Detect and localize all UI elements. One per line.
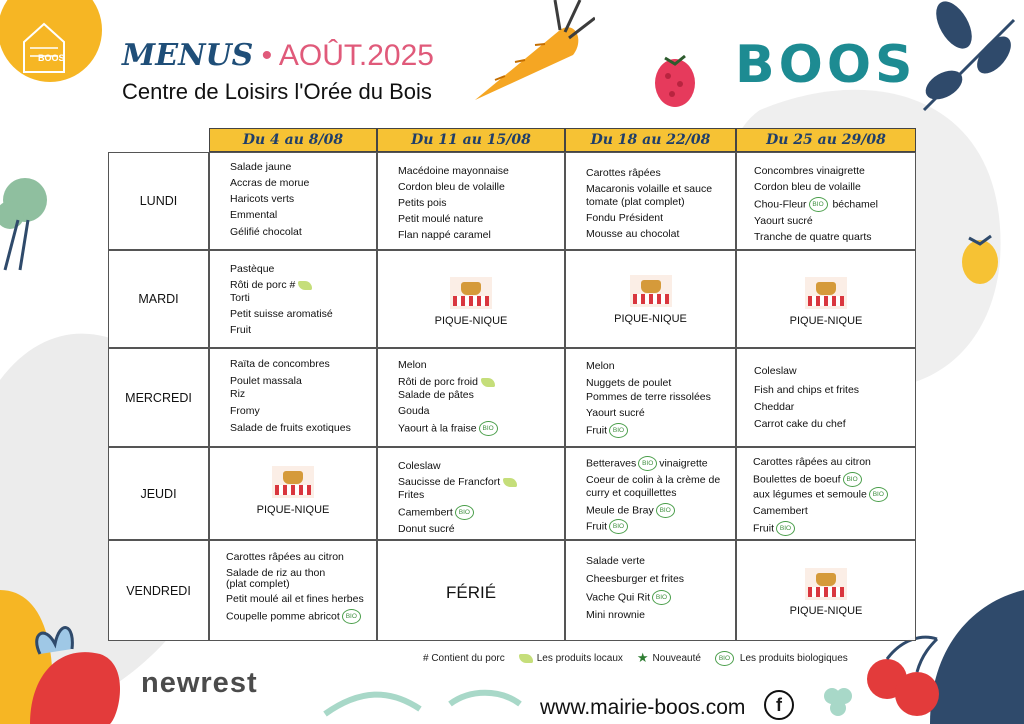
- menu-item-text: Boulettes de boeuf: [753, 473, 841, 486]
- menu-item: [226, 609, 372, 624]
- menu-item: Salade de riz au thon: [226, 567, 326, 579]
- menu-item: Nuggets de poulet: [586, 377, 672, 389]
- menu-item-text: Fruit: [586, 520, 607, 533]
- page-title: [122, 38, 434, 73]
- menu-item: [753, 472, 911, 487]
- menu-cell-jeudi-w2: [377, 447, 565, 540]
- basket-shape: [641, 280, 661, 293]
- menu-item: Haricots verts: [230, 193, 295, 205]
- menu-item: Cordon bleu de volaille: [398, 181, 505, 193]
- menu-cell-jeudi-w4: [736, 447, 916, 540]
- menu-item-text: Meule de Bray: [586, 504, 654, 517]
- menu-item: [230, 279, 372, 292]
- menu-cell-mardi-w3: [565, 250, 736, 348]
- menu-item: Salade jaune: [230, 161, 292, 173]
- menu-item: [586, 590, 731, 605]
- menu-item: [586, 519, 725, 534]
- menu-item: Coleslaw: [754, 365, 797, 377]
- local-product-icon: [503, 478, 517, 487]
- title-separator: •: [261, 39, 273, 72]
- legend-new: Nouveauté: [652, 652, 701, 664]
- bio-badge-icon: BIO: [656, 503, 675, 518]
- menu-cell-jeudi-w1: [209, 447, 377, 540]
- menu-item-text: béchamel: [832, 198, 878, 211]
- picnic-basket-icon: [272, 466, 314, 498]
- title-month: AOÛT.2025: [278, 39, 434, 72]
- menu-item: Mousse au chocolat: [586, 228, 680, 240]
- yellow-raspberry-icon: [955, 230, 1005, 290]
- menu-item: (plat complet): [226, 578, 290, 590]
- facebook-icon[interactable]: f: [764, 690, 794, 720]
- menu-cell-vendredi-w1: [209, 540, 377, 641]
- legend: [423, 650, 848, 666]
- menu-item: Frites: [398, 489, 425, 501]
- menu-cell-lundi-w4: [736, 152, 916, 250]
- menu-item: Petits pois: [398, 197, 447, 209]
- tablecloth-shape: [808, 296, 844, 306]
- menu-item-text: Saucisse de Francfort: [398, 476, 501, 488]
- basket-shape: [461, 282, 481, 295]
- menu-item-text: Rôti de porc #: [230, 279, 296, 291]
- menu-item-text: Camembert: [398, 506, 453, 519]
- menu-item: Petit suisse aromatisé: [230, 308, 333, 320]
- menu-item: Fromy: [230, 405, 260, 417]
- menu-item: Flan nappé caramel: [398, 229, 491, 241]
- menu-item: [586, 503, 725, 518]
- menu-item: [398, 421, 560, 436]
- menu-item: Fondu Président: [586, 212, 664, 224]
- menu-item: [754, 197, 911, 212]
- menu-item: Emmental: [230, 209, 278, 221]
- legend-pork: # Contient du porc: [423, 652, 505, 664]
- menu-item: [753, 487, 911, 502]
- legend-organic: Les produits biologiques: [739, 652, 848, 664]
- picnic-basket-icon: [630, 275, 672, 307]
- menu-item: Tranche de quatre quarts: [754, 231, 872, 243]
- town-logo: [20, 18, 68, 74]
- website-link[interactable]: www.mairie-boos.com: [540, 696, 746, 719]
- menu-item: Salade de pâtes: [398, 389, 474, 401]
- menu-item: [586, 456, 725, 471]
- menu-item: Melon: [398, 359, 427, 371]
- menu-item: Fruit: [230, 324, 251, 336]
- bio-badge-icon: BIO: [869, 487, 888, 502]
- menu-item-text: vinaigrette: [659, 457, 708, 470]
- wave-shapes: [320, 684, 540, 724]
- menu-item-text: Chou-Fleur: [754, 198, 807, 211]
- basket-shape: [816, 573, 836, 586]
- menu-item-text: Coupelle pomme abricot: [226, 610, 340, 623]
- menu-item: Torti: [230, 292, 250, 304]
- menu-item: Salade verte: [586, 555, 645, 567]
- menu-cell-jeudi-w3: [565, 447, 736, 540]
- day-vendredi: VENDREDI: [108, 540, 209, 641]
- menu-cell-mardi-w4: [736, 250, 916, 348]
- tablecloth-shape: [633, 294, 669, 304]
- menu-item: Yaourt sucré: [754, 215, 813, 227]
- local-product-icon: [298, 281, 312, 290]
- basket-shape: [816, 282, 836, 295]
- bio-badge-icon: BIO: [609, 519, 628, 534]
- menu-item: Salade de fruits exotiques: [230, 422, 351, 434]
- menu-item: Melon: [586, 360, 615, 372]
- page-subtitle: Centre de Loisirs l'Orée du Bois: [122, 79, 432, 104]
- ferie-label: FÉRIÉ: [445, 583, 497, 602]
- menu-item: Macédoine mayonnaise: [398, 165, 509, 177]
- tablecloth-shape: [808, 587, 844, 597]
- menu-item: Riz: [230, 388, 246, 400]
- menu-item: Coeur de colin à la crème de curry et coquillettes: [586, 474, 721, 499]
- bio-badge-icon: BIO: [479, 421, 498, 436]
- star-icon: ★: [636, 650, 649, 665]
- cherries-icon: [862, 634, 952, 724]
- week-header-2: Du 11 au 15/08: [377, 128, 565, 152]
- menu-cell-mercredi-w2: [377, 348, 565, 447]
- day-mardi: MARDI: [108, 250, 209, 348]
- menu-cell-vendredi-w4: [736, 540, 916, 641]
- leaf-branch-icon: [914, 0, 1024, 120]
- bio-badge-icon: BIO: [455, 505, 474, 520]
- menu-cell-mardi-w2: [377, 250, 565, 348]
- menu-item: Accras de morue: [230, 177, 310, 189]
- menu-cell-mercredi-w1: [209, 348, 377, 447]
- picnic-label: PIQUE-NIQUE: [434, 315, 508, 327]
- picnic-basket-icon: [450, 277, 492, 309]
- bio-badge-icon: BIO: [638, 456, 657, 471]
- week-header-4: Du 25 au 29/08: [736, 128, 916, 152]
- menu-item: Camembert: [753, 505, 808, 517]
- menu-item: Macaronis volaille et sauce tomate (plat complet): [586, 183, 713, 208]
- bio-badge-icon: BIO: [776, 521, 795, 536]
- menu-item: Concombres vinaigrette: [754, 165, 865, 177]
- menu-item: [398, 376, 560, 389]
- menu-item: Carottes râpées au citron: [226, 551, 344, 563]
- menu-item: [398, 476, 560, 489]
- menu-item: Cheesburger et frites: [586, 573, 685, 585]
- menu-item: Coleslaw: [398, 460, 441, 472]
- menu-item: Petit moulé ail et fines herbes: [226, 593, 364, 605]
- bio-badge-icon: BIO: [342, 609, 361, 624]
- menu-item: Pommes de terre rissolées: [586, 391, 711, 403]
- picnic-basket-icon: [805, 568, 847, 600]
- menu-item: Carottes râpées: [586, 167, 661, 179]
- local-product-icon: [519, 654, 533, 663]
- picnic-label: PIQUE-NIQUE: [614, 313, 687, 325]
- week-header-1: Du 4 au 8/08: [209, 128, 377, 152]
- menu-item-text: Betteraves: [586, 457, 637, 470]
- menu-cell-lundi-w3: [565, 152, 736, 250]
- menu-item: Yaourt sucré: [586, 407, 645, 419]
- local-product-icon: [481, 378, 495, 387]
- basket-shape: [283, 471, 303, 484]
- menu-item: Fish and chips et frites: [754, 384, 860, 396]
- menu-item-text: Fruit: [753, 522, 774, 535]
- broccoli-icon: [0, 175, 60, 275]
- carrot-illustration: [455, 0, 595, 110]
- menu-item: [753, 521, 911, 536]
- clover-icon: [818, 682, 858, 722]
- day-lundi: LUNDI: [108, 152, 209, 250]
- menu-item-text: Vache Qui Rit: [586, 591, 650, 604]
- town-logo-text: BOOS: [38, 53, 65, 63]
- day-jeudi: JEUDI: [108, 447, 209, 540]
- menu-cell-mercredi-w3: [565, 348, 736, 447]
- menu-item: Donut sucré: [398, 523, 455, 535]
- menu-item: [398, 505, 560, 520]
- newrest-logo: newrest: [141, 667, 258, 699]
- menu-grid: [108, 128, 916, 641]
- picnic-label: PIQUE-NIQUE: [256, 504, 330, 516]
- bio-badge-icon: BIO: [715, 651, 734, 666]
- bio-badge-icon: BIO: [809, 197, 828, 212]
- raspberry-icon: [650, 50, 700, 110]
- menu-cell-lundi-w2: [377, 152, 565, 250]
- tablecloth-shape: [275, 485, 311, 495]
- menu-item: Cheddar: [754, 401, 795, 413]
- menu-item-text: Yaourt à la fraise: [398, 422, 477, 435]
- tablecloth-shape: [453, 296, 489, 306]
- bio-badge-icon: BIO: [652, 590, 671, 605]
- menu-item: Mini nrownie: [586, 609, 645, 621]
- menu-cell-mardi-w1: [209, 250, 377, 348]
- menu-item-text: aux légumes et semoule: [753, 488, 867, 501]
- menu-cell-mercredi-w4: [736, 348, 916, 447]
- menu-item: Carrot cake du chef: [754, 418, 846, 430]
- menu-cell-vendredi-w3: [565, 540, 736, 641]
- menu-item: Carottes râpées au citron: [753, 456, 871, 468]
- picnic-basket-icon: [805, 277, 847, 309]
- brand-logo: BOOS: [735, 35, 917, 95]
- menu-item: [586, 423, 731, 438]
- menu-item: Petit moulé nature: [398, 213, 484, 225]
- picnic-label: PIQUE-NIQUE: [789, 315, 863, 327]
- menu-item: Poulet massala: [230, 375, 302, 387]
- day-mercredi: MERCREDI: [108, 348, 209, 447]
- menu-item: Raïta de concombres: [230, 358, 330, 370]
- menu-item-text: Fruit: [586, 424, 607, 437]
- menus-label: MENUS: [122, 38, 254, 73]
- bio-badge-icon: BIO: [843, 472, 862, 487]
- menu-item: Cordon bleu de volaille: [754, 181, 861, 193]
- menu-item: Pastèque: [230, 263, 275, 275]
- menu-item-text: Rôti de porc froid: [398, 376, 478, 388]
- menu-cell-lundi-w1: [209, 152, 377, 250]
- bio-badge-icon: BIO: [609, 423, 628, 438]
- menu-item: Gouda: [398, 405, 430, 417]
- menu-cell-vendredi-w2: [377, 540, 565, 641]
- menu-item: Gélifié chocolat: [230, 226, 302, 238]
- legend-local: Les produits locaux: [536, 652, 623, 664]
- picnic-label: PIQUE-NIQUE: [789, 605, 863, 617]
- week-header-3: Du 18 au 22/08: [565, 128, 736, 152]
